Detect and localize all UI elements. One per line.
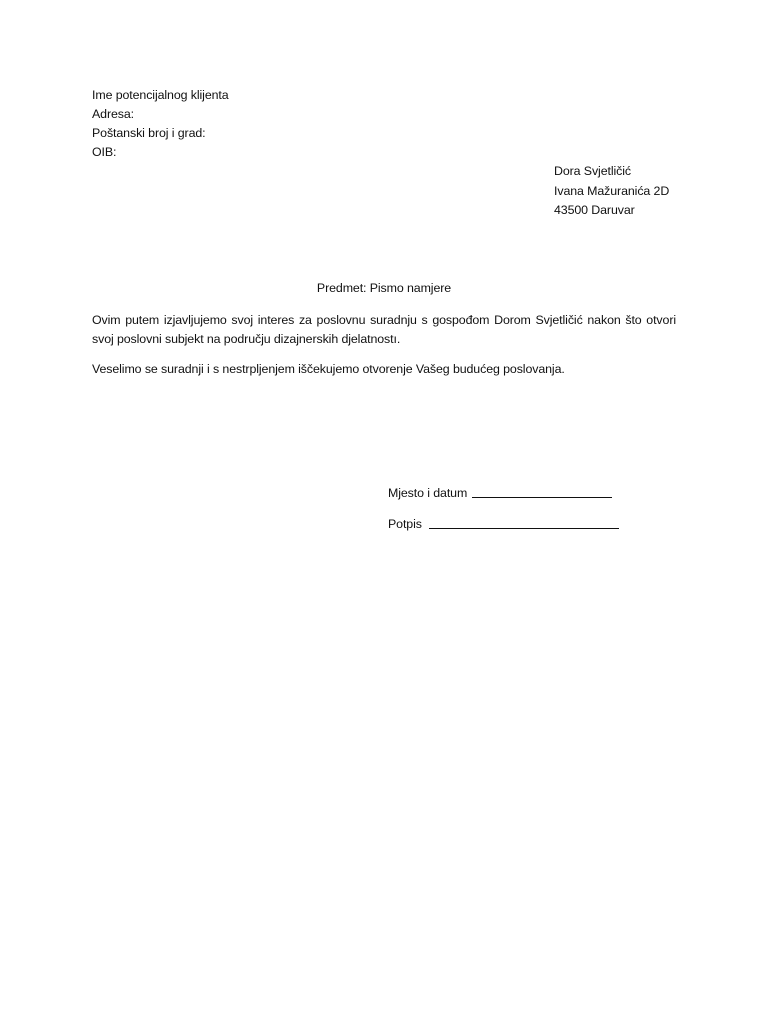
sender-street: Ivana Mažuranića 2D xyxy=(554,183,670,198)
recipient-oib-label: OIB: xyxy=(92,145,117,159)
recipient-block xyxy=(92,86,229,162)
body-paragraph-1: Ovim putem izjavljujemo svoj interes za poslovnu suradnju s gospođom Dorom Svjetličić nakon što otvori svoj poslovni subjekt na području dizajnerskih djelatnostı. xyxy=(92,313,676,346)
letter-body xyxy=(92,311,676,379)
recipient-address-label: Adresa: xyxy=(92,107,135,121)
signature-row xyxy=(388,515,619,533)
place-date-label: Mjesto i datum xyxy=(388,486,468,500)
subject-line: Predmet: Pismo namjere xyxy=(316,281,452,295)
place-date-row xyxy=(388,484,612,502)
signature-label: Potpis xyxy=(388,517,422,531)
place-date-line xyxy=(472,485,612,498)
recipient-name-label: Ime potencijalnog klijenta xyxy=(92,88,229,102)
signature-line xyxy=(429,516,619,529)
sender-block xyxy=(554,162,669,221)
sender-city: 43500 Daruvar xyxy=(554,203,635,217)
sender-name: Dora Svjetličić xyxy=(554,164,631,178)
recipient-postal-label: Poštanski broj i grad: xyxy=(92,126,206,140)
body-paragraph-2: Veselimo se suradnji i s nestrpljenjem iščekujemo otvorenje Vašeg budućeg poslovanja. xyxy=(92,362,565,376)
